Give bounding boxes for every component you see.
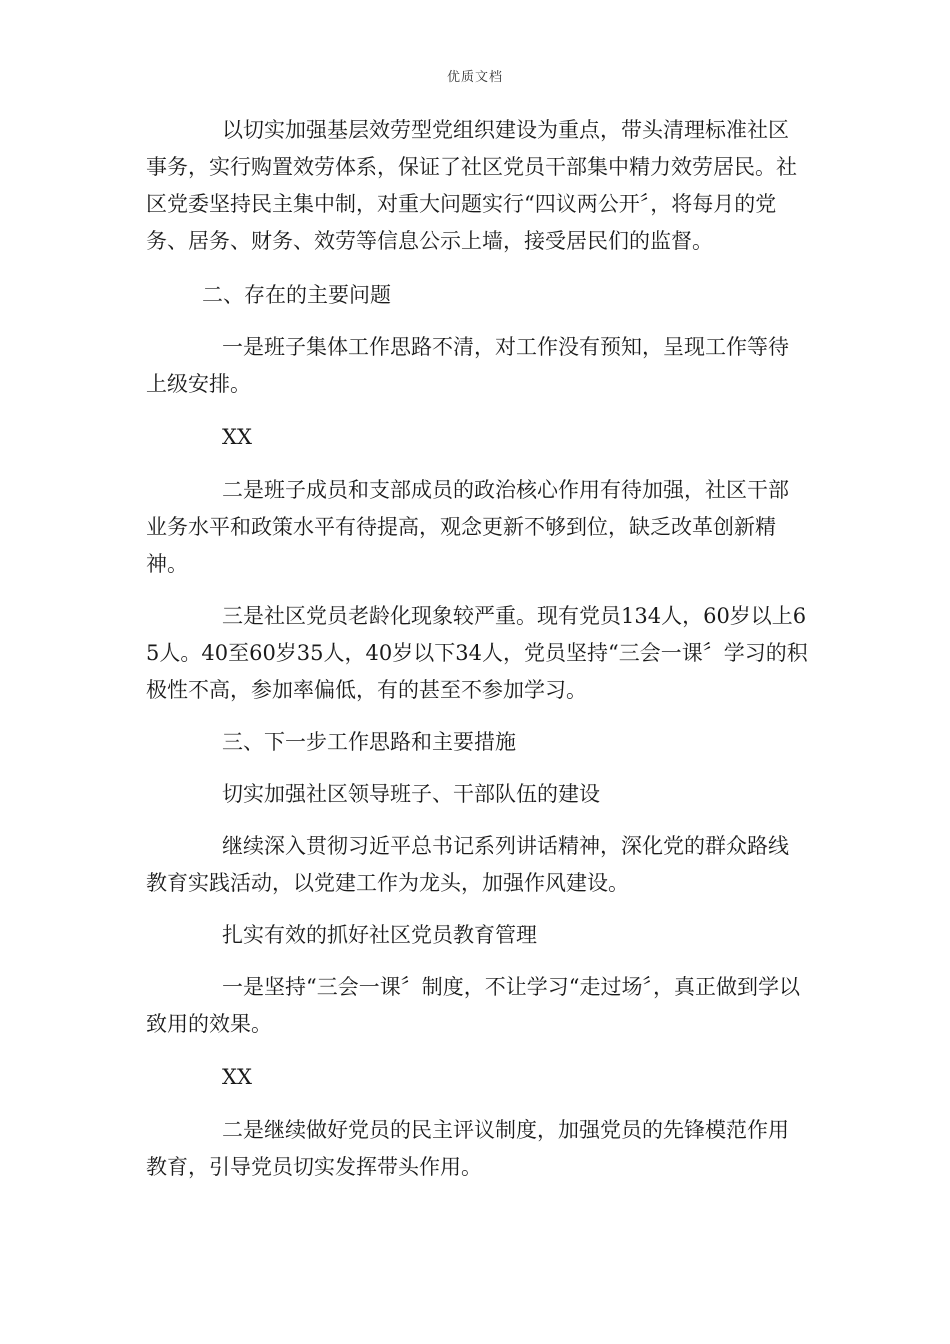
- paragraph-problem-one: 一是班子集体工作思路不清，对工作没有预知，呈现工作等待上级安排。: [146, 335, 789, 396]
- paragraph-problem-two: 二是班子成员和支部成员的政治核心作用有待加强，社区干部业务水平和政策水平有待提高，观念更新不够到位，缺乏改革创新精神。: [146, 478, 789, 576]
- page-header: 优质文档: [446, 70, 503, 85]
- paragraph-study-spirit: 继续深入贯彻习近平总书记系列讲话精神，深化党的群众路线教育实践活动，以党建工作为龙头，加强作风建设。: [146, 834, 789, 895]
- paragraph-party-building: 以切实加强基层效劳型党组织建设为重点，带头清理标准社区事务，实行购置效劳体系，保证了社区党员干部集中精力效劳居民。社区党委坚持民主集中制，对重大问题实行“四议两公开〞，将每月的党务、居务、财务、效劳等信息公示上墙，接受居民们的监督。: [146, 118, 797, 253]
- section-heading-next-steps: 三、下一步工作思路和主要措施: [222, 730, 516, 754]
- paragraph-placeholder-xx: XX: [222, 425, 252, 449]
- paragraph-placeholder-xx-2: XX: [222, 1065, 252, 1089]
- section-heading-main-problems: 二、存在的主要问题: [202, 283, 391, 307]
- paragraph-measure-one: 一是坚持“三会一课〞制度，不让学习“走过场〞，真正做到学以致用的效果。: [146, 975, 800, 1036]
- subheading-leadership: 切实加强社区领导班子、干部队伍的建设: [222, 782, 600, 806]
- paragraph-problem-three: 三是社区党员老龄化现象较严重。现有党员134人，60岁以上65人。40至60岁35人，40岁以下34人，党员坚持“三会一课〞学习的积极性不高，参加率偏低，有的甚至不参加学习。: [146, 604, 808, 702]
- subheading-education-management: 扎实有效的抓好社区党员教育管理: [222, 923, 537, 947]
- paragraph-measure-two: 二是继续做好党员的民主评议制度，加强党员的先锋模范作用教育，引导党员切实发挥带头作用。: [146, 1118, 789, 1179]
- document-body: [146, 112, 808, 1186]
